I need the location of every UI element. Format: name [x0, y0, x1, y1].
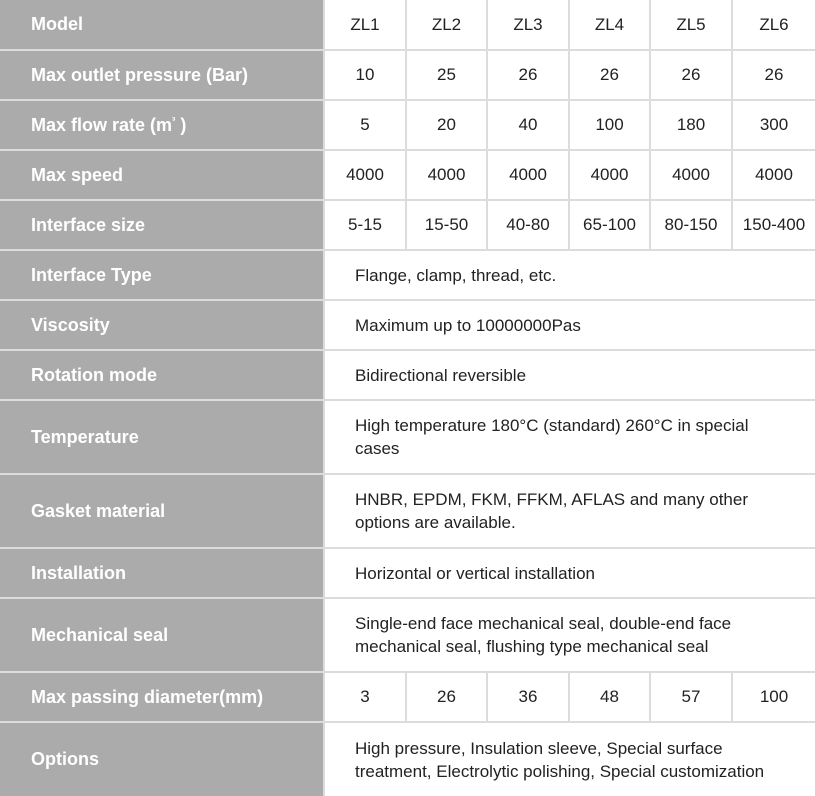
table-row-installation	[0, 548, 815, 598]
model-zl3: ZL3	[487, 0, 569, 50]
table-cell: 48	[569, 672, 650, 722]
table-row-max-passing-diameter	[0, 672, 815, 722]
table-cell: 26	[569, 50, 650, 100]
table-row-rotation-mode	[0, 350, 815, 400]
table-row-options	[0, 722, 815, 796]
installation-value: Horizontal or vertical installation	[324, 548, 815, 598]
table-cell: 40	[487, 100, 569, 150]
table-row-max-outlet-pressure	[0, 50, 815, 100]
mechanical-seal-value: Single-end face mechanical seal, double-end face mechanical seal, flushing type mechanical seal	[324, 598, 815, 672]
model-zl5: ZL5	[650, 0, 732, 50]
table-cell: 3	[324, 672, 406, 722]
table-row-model	[0, 0, 815, 50]
table-row-mechanical-seal	[0, 598, 815, 672]
table-row-gasket-material	[0, 474, 815, 548]
table-cell: 150-400	[732, 200, 815, 250]
table-row-max-speed	[0, 150, 815, 200]
table-cell: 100	[732, 672, 815, 722]
row-label-rotation-mode: Rotation mode	[0, 350, 324, 400]
row-label-options: Options	[0, 722, 324, 796]
table-cell: 20	[406, 100, 487, 150]
table-cell: 300	[732, 100, 815, 150]
table-cell: 15-50	[406, 200, 487, 250]
rotation-mode-value: Bidirectional reversible	[324, 350, 815, 400]
table-row-interface-size	[0, 200, 815, 250]
table-cell: 4000	[650, 150, 732, 200]
table-cell: 25	[406, 50, 487, 100]
row-label-installation: Installation	[0, 548, 324, 598]
row-label-interface-size: Interface size	[0, 200, 324, 250]
model-zl6: ZL6	[732, 0, 815, 50]
model-zl2: ZL2	[406, 0, 487, 50]
table-cell: 4000	[324, 150, 406, 200]
row-label-max-flow-rate	[0, 100, 324, 150]
row-label-model: Model	[0, 0, 324, 50]
superscript-three: ³	[172, 115, 176, 127]
temperature-value: High temperature 180°C (standard) 260°C in special cases	[324, 400, 815, 474]
table-cell: 57	[650, 672, 732, 722]
model-zl1: ZL1	[324, 0, 406, 50]
gasket-material-value: HNBR, EPDM, FKM, FFKM, AFLAS and many other options are available.	[324, 474, 815, 548]
table-cell: 10	[324, 50, 406, 100]
row-label-gasket-material: Gasket material	[0, 474, 324, 548]
row-label-max-passing-diameter: Max passing diameter(mm)	[0, 672, 324, 722]
table-cell: 4000	[732, 150, 815, 200]
row-label-max-speed: Max speed	[0, 150, 324, 200]
table-row-viscosity	[0, 300, 815, 350]
table-cell: 40-80	[487, 200, 569, 250]
model-zl4: ZL4	[569, 0, 650, 50]
table-cell: 100	[569, 100, 650, 150]
max-flow-rate-label-text: Max flow rate (m	[31, 114, 173, 135]
table-cell: 5	[324, 100, 406, 150]
table-row-interface-type	[0, 250, 815, 300]
table-cell: 4000	[406, 150, 487, 200]
table-cell: 26	[732, 50, 815, 100]
row-label-viscosity: Viscosity	[0, 300, 324, 350]
table-cell: 26	[487, 50, 569, 100]
row-label-temperature: Temperature	[0, 400, 324, 474]
interface-type-value: Flange, clamp, thread, etc.	[324, 250, 815, 300]
row-label-mechanical-seal: Mechanical seal	[0, 598, 324, 672]
table-cell: 5-15	[324, 200, 406, 250]
options-value: High pressure, Insulation sleeve, Special surface treatment, Electrolytic polishing, Special customization	[324, 722, 815, 796]
table-cell: 4000	[569, 150, 650, 200]
row-label-interface-type: Interface Type	[0, 250, 324, 300]
max-flow-rate-label-close: )	[175, 114, 187, 135]
table-cell: 4000	[487, 150, 569, 200]
table-cell: 26	[406, 672, 487, 722]
table-cell: 80-150	[650, 200, 732, 250]
viscosity-value: Maximum up to 10000000Pas	[324, 300, 815, 350]
table-cell: 180	[650, 100, 732, 150]
table-row-max-flow-rate	[0, 100, 815, 150]
row-label-max-outlet-pressure: Max outlet pressure (Bar)	[0, 50, 324, 100]
table-row-temperature	[0, 400, 815, 474]
table-cell: 26	[650, 50, 732, 100]
table-cell: 36	[487, 672, 569, 722]
table-cell: 65-100	[569, 200, 650, 250]
